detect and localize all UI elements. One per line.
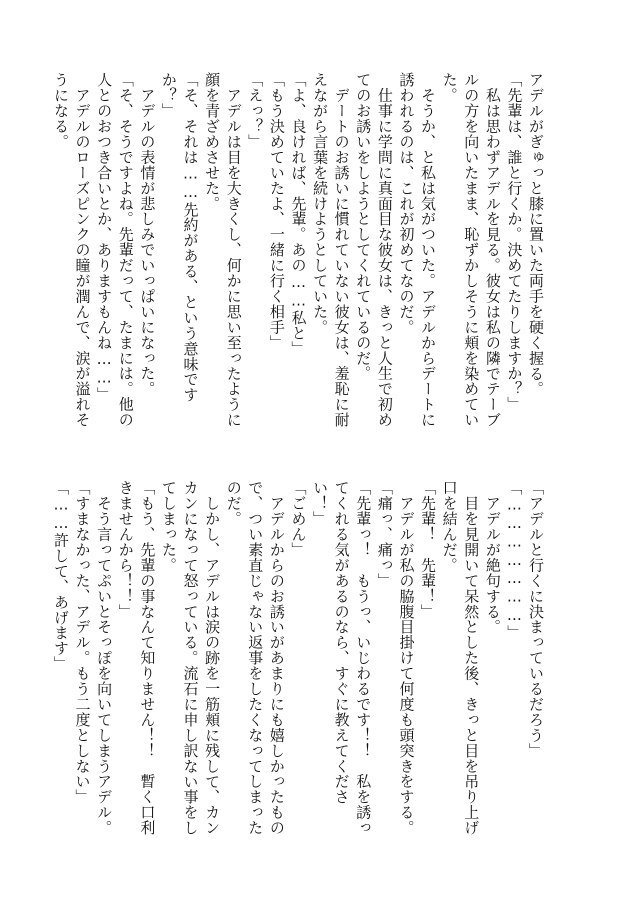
text-line: 「そ、それは……先約がある、という意味です <box>181 72 200 403</box>
text-line: 人とのおつき合いとか、ありますもんね……」 <box>95 72 114 403</box>
text-line: 「そ、そうですよね。先輩だって、たまには。他の <box>116 72 135 428</box>
text-line: そう言ってぷいとそっぽを向いてしまうアデル。 <box>95 480 114 836</box>
text-line: 「もう決めていたよ、一緒に行く相手」 <box>267 72 286 351</box>
text-line: 「もう、先輩の事なんて知りません！！ 暫く口利 <box>138 480 157 836</box>
text-line: 「…………………」 <box>505 480 524 641</box>
text-line: 「アデルと行くに決まっているだろう」 <box>527 480 545 759</box>
text-line: えながら言葉を続けようとしていた。 <box>311 72 330 335</box>
text-line: てしまった。 <box>159 480 178 573</box>
text-line: 「先輩！ 先輩！」 <box>419 480 438 620</box>
text-block-bottom <box>49 480 546 840</box>
text-line: アデルからのお誘いがあまりにも嬉しかったもの <box>267 480 286 836</box>
text-line: アデルの表情が悲しみでいっぱいになった。 <box>138 72 157 397</box>
text-line: 「痛っ、痛っ」 <box>375 480 394 589</box>
text-line: 「すまなかった、アデル。もう二度としない」 <box>73 480 92 805</box>
text-line: デートのお誘いに慣れていない彼女は、羞恥に耐 <box>332 72 351 428</box>
text-line: アデルのローズピンクの瞳が潤んで、涙が溢れそ <box>73 72 92 428</box>
text-line: てのお誘いをしようとしてくれているのだ。 <box>354 72 373 381</box>
text-line: そうか、と私は気がついた。アデルからデートに <box>419 72 438 428</box>
text-line: アデルが私の脇腹目掛けて何度も頭突きをする。 <box>397 480 416 836</box>
text-line: てくれる気があるのなら、すぐに教えてくださ <box>332 480 351 805</box>
text-line: しかし、アデルは涙の跡を一筋頬に残して、カン <box>203 480 222 836</box>
text-line: アデルは目を大きくし、何かに思い至ったように <box>224 72 243 428</box>
text-line: い！」 <box>311 480 330 527</box>
text-line: 「よ、良ければ、先輩。あの……私と」 <box>289 72 308 357</box>
text-line: うになる。 <box>51 72 70 150</box>
text-line: 誘われるのは、これが初めてなのだ。 <box>397 72 416 335</box>
text-line: 「先輩っ！ もうっ、いじわるです！！ 私を誘っ <box>354 480 373 836</box>
text-line: 仕事に学問に真面目な彼女は、きっと人生で初め <box>375 72 394 428</box>
text-line: 「先輩は、誰と行くか。決めてたりしますか？」 <box>505 72 524 412</box>
text-line: か？」 <box>159 72 178 119</box>
text-block-top <box>49 72 546 432</box>
text-line: 「ごめん」 <box>289 480 308 558</box>
text-line: 私は思わずアデルを見る。彼女は私の隣でテーブ <box>483 72 502 428</box>
text-line: アデルがぎゅっと膝に置いた両手を硬く握る。 <box>527 72 545 397</box>
text-line: 「……許して、あげます」 <box>51 480 70 672</box>
text-line: ルの方を向いたまま、恥ずかしそうに頬を染めてい <box>462 72 481 428</box>
text-line: きませんから！！」 <box>116 480 135 620</box>
text-line: で、つい素直じゃない返事をしたくなってしまった <box>246 480 265 836</box>
text-line: 目を見開いて呆然とした後、きっと目を吊り上げ <box>462 480 481 836</box>
text-line: 「えっ？」 <box>246 72 265 150</box>
text-line: アデルが絶句する。 <box>483 480 502 635</box>
text-line: 口を結んだ。 <box>440 480 459 573</box>
text-line: のだ。 <box>224 480 243 527</box>
text-line: た。 <box>440 72 459 103</box>
text-line: カンになって怒っている。流石に申し訳ない事をし <box>181 480 200 836</box>
text-line: 顔を青ざめさせた。 <box>203 72 222 212</box>
